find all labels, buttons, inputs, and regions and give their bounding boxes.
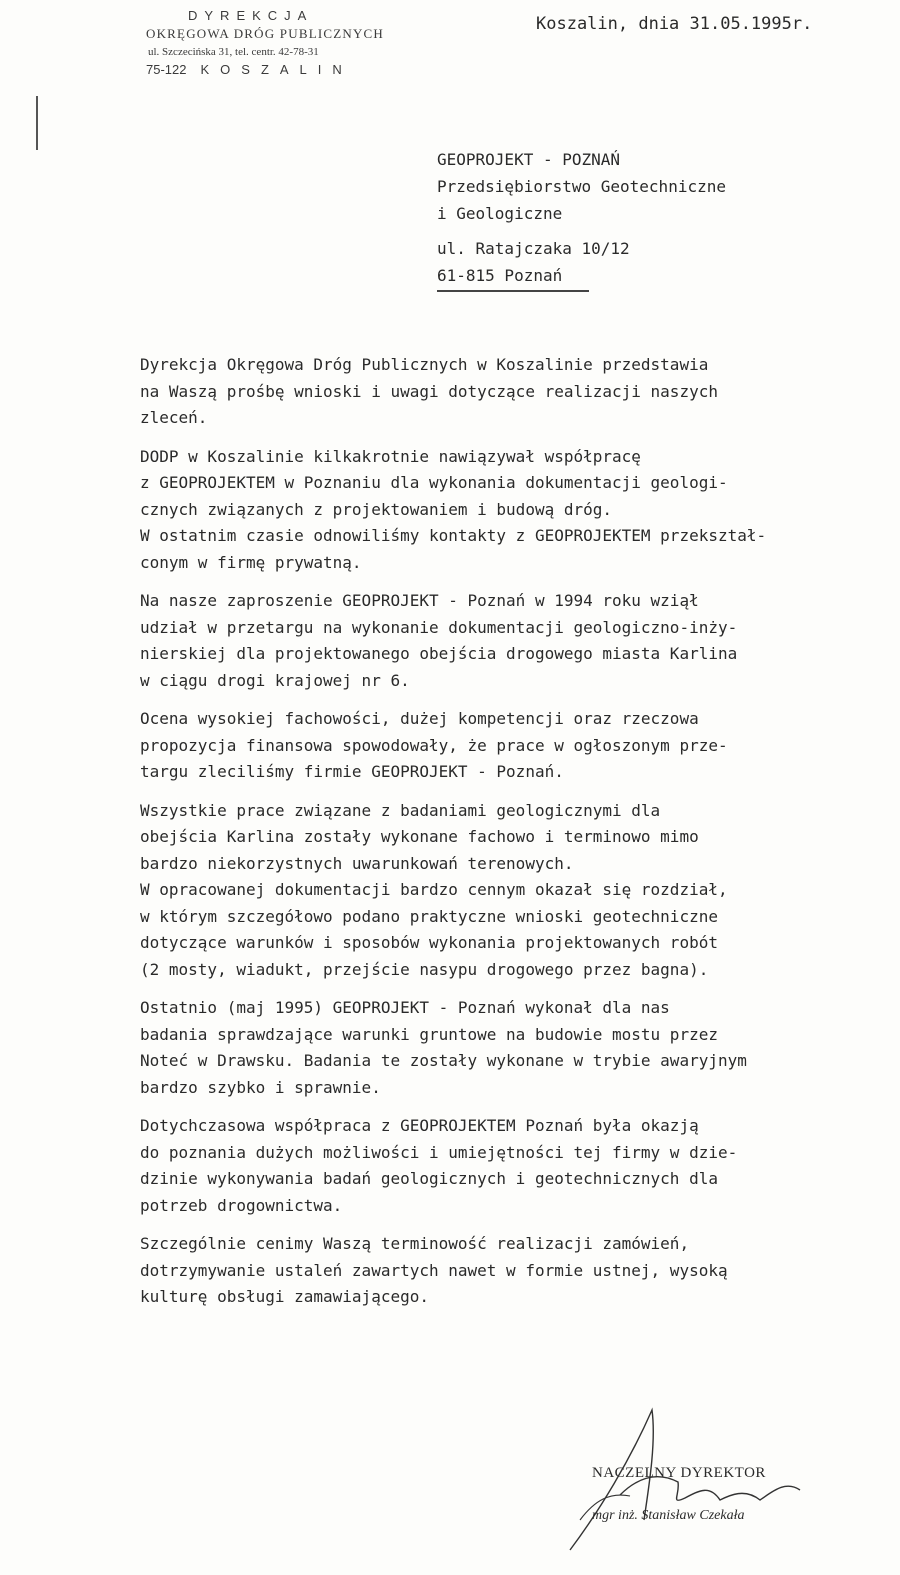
handwritten-signature bbox=[560, 1400, 820, 1570]
recipient-line-5: 61-815 Poznań bbox=[437, 266, 563, 285]
signatory-name: mgr inż. Stanisław Czekała bbox=[592, 1508, 745, 1523]
paragraph-4 bbox=[140, 706, 860, 786]
body-line: bardzo niekorzystnych uwarunkowań terenowych. bbox=[140, 853, 574, 873]
body-line: Ostatnio (maj 1995) GEOPROJEKT - Poznań wykonał dla nas bbox=[140, 998, 670, 1017]
body-line: W opracowanej dokumentacji bardzo cennym okazał się rozdział, bbox=[140, 880, 728, 899]
body-line: bardzo szybko i sprawnie. bbox=[140, 1077, 381, 1097]
paragraph-7 bbox=[140, 1113, 860, 1219]
recipient-line-1: GEOPROJEKT - POZNAŃ bbox=[437, 150, 621, 169]
body-line: udział w przetargu na wykonanie dokumentacji geologiczno-inży- bbox=[140, 617, 738, 637]
dateline: Koszalin, dnia 31.05.1995r. bbox=[536, 14, 813, 34]
body-line: propozycja finansowa spowodowały, że prace w ogłoszonym prze- bbox=[140, 735, 728, 755]
stamp-line-2: OKRĘGOWA DRÓG PUBLICZNYCH bbox=[146, 26, 385, 41]
paragraph-2 bbox=[140, 444, 860, 577]
recipient-address bbox=[437, 146, 726, 289]
recipient-line-2: Przedsiębiorstwo Geotechniczne bbox=[437, 177, 726, 196]
stamp-line-3: ul. Szczecińska 31, tel. centr. 42-78-31 bbox=[148, 46, 319, 58]
stamp-city: KOSZALIN bbox=[200, 62, 353, 77]
stamp-line-4 bbox=[146, 62, 353, 77]
body-line: w ciągu drogi krajowej nr 6. bbox=[140, 670, 410, 690]
body-line: z GEOPROJEKTEM w Poznaniu dla wykonania dokumentacji geologi- bbox=[140, 473, 728, 492]
body-line: Wszystkie prace związane z badaniami geologicznymi dla bbox=[140, 800, 661, 820]
body-line: targu zleciliśmy firmie GEOPROJEKT - Poznań. bbox=[140, 762, 564, 781]
stamp-line-1: DYREKCJA bbox=[188, 8, 314, 23]
stamp-postcode: 75-122 bbox=[146, 62, 187, 77]
body-line: Dotychczasowa współpraca z GEOPROJEKTEM Poznań była okazją bbox=[140, 1116, 699, 1135]
paragraph-8 bbox=[140, 1231, 860, 1311]
body-line: obejścia Karlina zostały wykonane fachowo i terminowo mimo bbox=[140, 827, 699, 846]
body-line: dotyczące warunków i sposobów wykonania projektowanych robót bbox=[140, 933, 718, 952]
body-line: dotrzymywanie ustaleń zawartych nawet w formie ustnej, wysoką bbox=[140, 1260, 728, 1280]
margin-mark bbox=[36, 96, 38, 150]
letter-body bbox=[140, 352, 860, 1311]
body-line: (2 mosty, wiadukt, przejście nasypu drogowego przez bagna). bbox=[140, 959, 709, 979]
body-line: W ostatnim czasie odnowiliśmy kontakty z GEOPROJEKTEM przekształ- bbox=[140, 526, 767, 545]
paragraph-5 bbox=[140, 798, 860, 984]
body-line: kulturę obsługi zamawiającego. bbox=[140, 1287, 429, 1306]
body-line: Dyrekcja Okręgowa Dróg Publicznych w Koszalinie przedstawia bbox=[140, 355, 709, 374]
body-line: Noteć w Drawsku. Badania te zostały wykonane w trybie awaryjnym bbox=[140, 1051, 747, 1070]
body-line: do poznania dużych możliwości i umiejętności tej firmy w dzie- bbox=[140, 1142, 738, 1162]
body-line: potrzeb drogownictwa. bbox=[140, 1195, 343, 1215]
body-line: Szczególnie cenimy Waszą terminowość realizacji zamówień, bbox=[140, 1234, 690, 1253]
recipient-line-4: ul. Ratajczaka 10/12 bbox=[437, 239, 630, 258]
body-line: Ocena wysokiej fachowości, dużej kompetencji oraz rzeczowa bbox=[140, 709, 699, 728]
recipient-line-3: i Geologiczne bbox=[437, 204, 563, 223]
body-line: Na nasze zaproszenie GEOPROJEKT - Poznań w 1994 roku wziął bbox=[140, 591, 699, 610]
paragraph-1 bbox=[140, 352, 860, 432]
paragraph-3 bbox=[140, 588, 860, 694]
body-line: na Waszą prośbę wnioski i uwagi dotyczące realizacji naszych bbox=[140, 381, 718, 401]
body-line: cznych związanych z projektowaniem i budową dróg. bbox=[140, 499, 613, 519]
body-line: DODP w Koszalinie kilkakrotnie nawiązywał współpracę bbox=[140, 446, 641, 466]
body-line: badania sprawdzające warunki gruntowe na budowie mostu przez bbox=[140, 1024, 718, 1044]
body-line: nierskiej dla projektowanego obejścia drogowego miasta Karlina bbox=[140, 644, 738, 663]
body-line: dzinie wykonywania badań geologicznych i geotechnicznych dla bbox=[140, 1169, 718, 1188]
paragraph-6 bbox=[140, 995, 860, 1101]
signatory-title: NACZELNY DYREKTOR bbox=[592, 1465, 766, 1481]
address-underline bbox=[437, 290, 589, 292]
body-line: zleceń. bbox=[140, 408, 208, 427]
signature-block bbox=[560, 1400, 820, 1570]
body-line: conym w firmę prywatną. bbox=[140, 552, 362, 572]
body-line: w którym szczegółowo podano praktyczne wnioski geotechniczne bbox=[140, 906, 718, 926]
